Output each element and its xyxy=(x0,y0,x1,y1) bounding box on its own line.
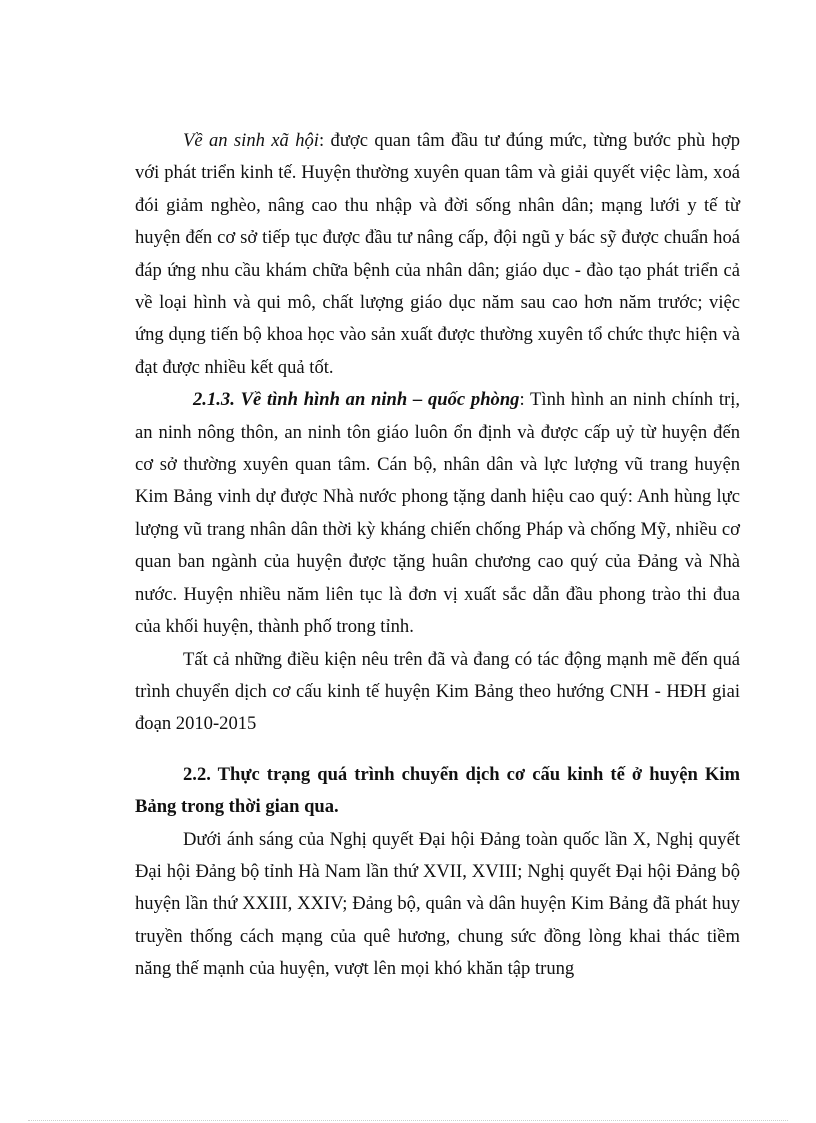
paragraph-conclusion: Tất cả những điều kiện nêu trên đã và đang có tác động mạnh mẽ đến quá trình chuyển dịch cơ cấu kinh tế huyện Kim Bảng theo hướng CNH - HĐH giai đoạn 2010-2015 xyxy=(135,648,740,735)
document-body xyxy=(135,125,740,986)
paragraph-text: : Tình hình an ninh chính trị, an ninh nông thôn, an ninh tôn giáo luôn ổn định và được cấp uỷ từ huyện đến cơ sở thường xuyên quan tâm. Cán bộ, nhân dân và lực lượng vũ trang huyện Kim Bảng vinh dự được Nhà nước phong tặng danh hiệu cao quý: Anh hùng lực lượng vũ trang nhân dân thời kỳ kháng chiến chống Pháp và chống Mỹ, nhiều cơ quan ban ngành của huyện được tặng huân chương cao quý của Đảng và Nhà nước. Huyện nhiều năm liên tục là đơn vị xuất sắc dẫn đầu phong trào thi đua của khối huyện, thành phố trong tỉnh. xyxy=(135,389,741,638)
paragraph-security-defense xyxy=(135,384,740,643)
paragraph-text: : được quan tâm đầu tư đúng mức, từng bước phù hợp với phát triển kinh tế. Huyện thường xuyên quan tâm và giải quyết việc làm, xoá đói giảm nghèo, nâng cao thu nhập và đời sống nhân dân; mạng lưới y tế từ huyện đến cơ sở tiếp tục được đầu tư nâng cấp, đội ngũ y bác sỹ được chuẩn hoá đáp ứng nhu cầu khám chữa bệnh của nhân dân; giáo dục - đào tạo phát triển cả về loại hình và qui mô, chất lượng giáo dục năm sau cao hơn năm trước; việc ứng dụng tiến bộ khoa học vào sản xuất được thường xuyên tổ chức thực hiện và đạt được nhiều kết quả tốt. xyxy=(135,130,740,378)
paragraph-resolution: Dưới ánh sáng của Nghị quyết Đại hội Đảng toàn quốc lần X, Nghị quyết Đại hội Đảng bộ tỉnh Hà Nam lần thứ XVII, XVIII; Nghị quyết Đại hội Đảng bộ huyện lần thứ XXIII, XXIV; Đảng bộ, quân và dân huyện Kim Bảng đã phát huy truyền thống cách mạng của quê hương, chung sức đồng lòng khai thác tiềm năng thế mạnh của huyện, vượt lên mọi khó khăn tập trung xyxy=(135,828,740,980)
page-bottom-divider xyxy=(28,1120,788,1121)
section-heading-2-1-3: 2.1.3. Về tình hình an ninh – quốc phòng xyxy=(193,389,520,411)
paragraph-social-security xyxy=(135,125,740,384)
paragraph-lead-italic: Về an sinh xã hội xyxy=(183,130,319,151)
section-heading-2-2: 2.2. Thực trạng quá trình chuyển dịch cơ cấu kinh tế ở huyện Kim Bảng trong thời gian qua. xyxy=(135,763,740,818)
